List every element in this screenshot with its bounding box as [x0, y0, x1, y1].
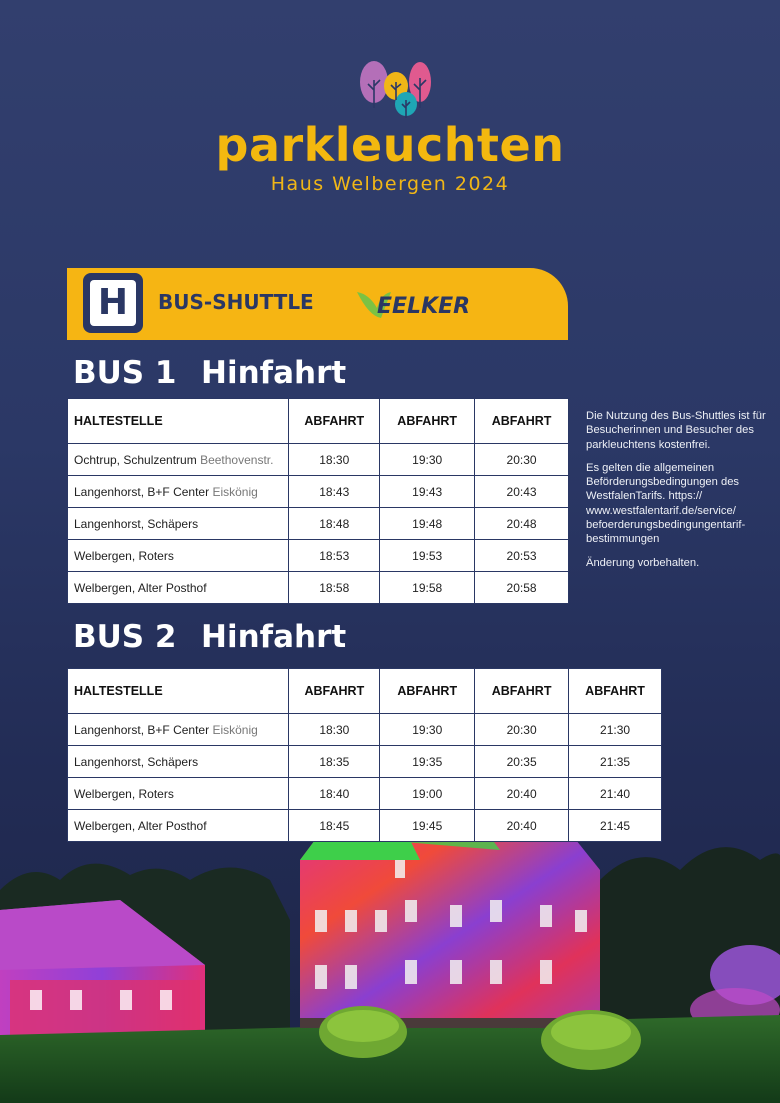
- time-cell: 18:58: [289, 572, 380, 604]
- time-cell: 20:30: [475, 714, 569, 746]
- header-departure: ABFAHRT: [289, 399, 380, 444]
- time-cell: 19:48: [380, 508, 475, 540]
- table-row: [68, 810, 662, 842]
- table-row: [68, 778, 662, 810]
- time-cell: 20:53: [475, 540, 569, 572]
- time-cell: 19:43: [380, 476, 475, 508]
- time-cell: 19:30: [380, 714, 475, 746]
- time-cell: 18:30: [289, 444, 380, 476]
- stop-cell: [68, 572, 289, 604]
- header-departure: ABFAHRT: [475, 669, 569, 714]
- stop-name: Welbergen, Alter Posthof: [74, 818, 207, 833]
- time-cell: 19:00: [380, 778, 475, 810]
- stop-cell: [68, 778, 289, 810]
- time-cell: 18:43: [289, 476, 380, 508]
- bus-shuttle-banner: [67, 268, 568, 340]
- time-cell: 20:40: [475, 810, 569, 842]
- bus1-direction: Hinfahrt: [201, 355, 347, 391]
- time-cell: 20:40: [475, 778, 569, 810]
- time-cell: 18:48: [289, 508, 380, 540]
- time-cell: 20:43: [475, 476, 569, 508]
- info-conditions: Es gelten die allgemeinen Beförderungsbedingungen des WestfalenTarifs. https:// www.westfalentarif.de/service/ befoerderungsbedingungentarif-bestimmungen: [586, 461, 746, 546]
- header-departure: ABFAHRT: [380, 399, 475, 444]
- bus1-heading: [73, 355, 346, 391]
- stop-cell: [68, 714, 289, 746]
- time-cell: 20:58: [475, 572, 569, 604]
- stop-detail: Eiskönig: [212, 484, 258, 499]
- stop-name: Welbergen, Alter Posthof: [74, 580, 207, 595]
- time-cell: 19:30: [380, 444, 475, 476]
- table-header-row: [68, 669, 662, 714]
- bus2-direction: Hinfahrt: [201, 619, 347, 655]
- bus2-heading: [73, 619, 346, 655]
- header-departure: ABFAHRT: [569, 669, 662, 714]
- header-departure: ABFAHRT: [289, 669, 380, 714]
- time-cell: 21:35: [569, 746, 662, 778]
- bus1-timetable: [67, 398, 569, 604]
- trees-logo-icon: [356, 56, 434, 120]
- info-changes: Änderung vorbehalten.: [586, 556, 700, 569]
- svg-text:EELKER: EELKER: [377, 294, 471, 319]
- stop-name: Welbergen, Roters: [74, 548, 174, 563]
- stop-name: Langenhorst, B+F Center: [74, 722, 210, 737]
- bus1-number: BUS 1: [73, 355, 177, 391]
- time-cell: 18:30: [289, 714, 380, 746]
- stop-name: Welbergen, Roters: [74, 786, 174, 801]
- stop-cell: [68, 810, 289, 842]
- table-row: [68, 746, 662, 778]
- header-departure: ABFAHRT: [380, 669, 475, 714]
- shuttle-label: BUS-SHUTTLE: [158, 290, 314, 314]
- time-cell: 18:40: [289, 778, 380, 810]
- time-cell: 18:53: [289, 540, 380, 572]
- veelker-logo: [355, 286, 505, 322]
- time-cell: 18:35: [289, 746, 380, 778]
- bus2-number: BUS 2: [73, 619, 177, 655]
- bus2-timetable: [67, 668, 662, 842]
- brand-subtitle: Haus Welbergen 2024: [270, 173, 510, 195]
- table-row: [68, 444, 569, 476]
- stop-cell: [68, 476, 289, 508]
- stop-name: Langenhorst, Schäpers: [74, 754, 199, 769]
- time-cell: 20:30: [475, 444, 569, 476]
- stop-cell: [68, 508, 289, 540]
- table-row: [68, 540, 569, 572]
- table-row: [68, 476, 569, 508]
- stop-name: Ochtrup, Schulzentrum: [74, 452, 197, 467]
- table-row: [68, 714, 662, 746]
- stop-cell: [68, 444, 289, 476]
- stop-detail: Eiskönig: [212, 722, 258, 737]
- time-cell: 19:58: [380, 572, 475, 604]
- time-cell: 20:48: [475, 508, 569, 540]
- stop-name: Langenhorst, B+F Center: [74, 484, 210, 499]
- stop-name: Langenhorst, Schäpers: [74, 516, 199, 531]
- table-row: [68, 508, 569, 540]
- header-departure: ABFAHRT: [475, 399, 569, 444]
- table-row: [68, 572, 569, 604]
- time-cell: 21:30: [569, 714, 662, 746]
- table-header-row: [68, 399, 569, 444]
- header-stop: HALTESTELLE: [68, 669, 289, 714]
- time-cell: 21:40: [569, 778, 662, 810]
- castle-illumination-image: [0, 800, 780, 1103]
- stop-cell: [68, 746, 289, 778]
- time-cell: 19:53: [380, 540, 475, 572]
- time-cell: 19:45: [380, 810, 475, 842]
- bus-stop-icon: [83, 273, 143, 333]
- info-text: [586, 409, 770, 579]
- bus-stop-letter: H: [90, 280, 136, 326]
- time-cell: 20:35: [475, 746, 569, 778]
- info-free-ride: Die Nutzung des Bus-Shuttles ist für Besucherinnen und Besucher des parkleuchtens kostenfrei.: [586, 410, 766, 451]
- header-stop: HALTESTELLE: [68, 399, 289, 444]
- stop-detail: Beethovenstr.: [200, 452, 274, 467]
- time-cell: 18:45: [289, 810, 380, 842]
- stop-cell: [68, 540, 289, 572]
- time-cell: 21:45: [569, 810, 662, 842]
- brand-title: parkleuchten: [215, 118, 565, 172]
- time-cell: 19:35: [380, 746, 475, 778]
